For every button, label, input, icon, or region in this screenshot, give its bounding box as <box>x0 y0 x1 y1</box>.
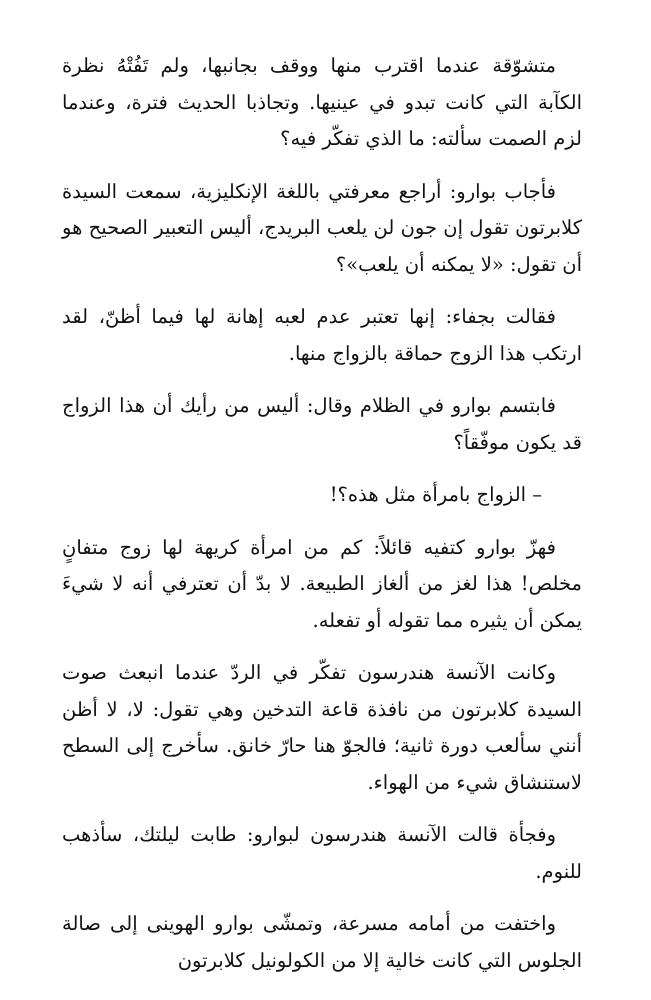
paragraph-1: متشوّقة عندما اقترب منها ووقف بجانبها، ولم تَفُتْهُ نظرة الكآبة التي كانت تبدو في عينيها. وتجاذبا الحديث فترة، وعندما لزم الصمت سألته: ما الذي تفكّر فيه؟ <box>62 54 582 150</box>
paragraph-7: وكانت الآنسة هندرسون تفكّر في الردّ عندما انبعث صوت السيدة كلابرتون من نافذة قاعة التدخين وهي تقول: لا، لا أظن أنني سألعب دورة ثانية؛ فالجوّ هنا حارّ خانق. سأخرج إلى السطح لاستنشاق شيء من الهواء. <box>62 661 582 794</box>
paragraph-3: فقالت بجفاء: إنها تعتبر عدم لعبه إهانة لها فيما أظنّ، لقد ارتكب هذا الزوج حماقة بالزواج منها. <box>62 305 582 365</box>
book-page <box>62 48 582 995</box>
paragraph-6: فهزّ بوارو كتفيه قائلاً: كم من امرأة كريهة لها زوج متفانٍ مخلص! هذا لغز من ألغاز الطبيعة. لا بدّ أن تعترفي أنه لا شيءَ يمكن أن يثيره مما تقوله أو تفعله. <box>62 535 582 632</box>
paragraph-9: واختفت من أمامه مسرعة، وتمشّى بوارو الهوينى إلى صالة الجلوس التي كانت خالية إلا من الكولونيل كلابرتون <box>62 912 582 972</box>
paragraph-2: فأجاب بوارو: أراجع معرفتي باللغة الإنكليزية، سمعت السيدة كلابرتون تقول إن جون لن يلعب البريدج، أليس التعبير الصحيح هو أن تقول: «لا يمكنه أن يلعب»؟ <box>62 179 582 276</box>
paragraph-8: وفجأة قالت الآنسة هندرسون لبوارو: طابت ليلتك، سأذهب للنوم. <box>62 823 582 883</box>
paragraph-4: فابتسم بوارو في الظلام وقال: أليس من رأيك أن هذا الزواج قد يكون موفّقاً؟ <box>62 394 582 454</box>
paragraph-5-dialogue: – الزواج بامرأة مثل هذه؟! <box>329 483 542 506</box>
